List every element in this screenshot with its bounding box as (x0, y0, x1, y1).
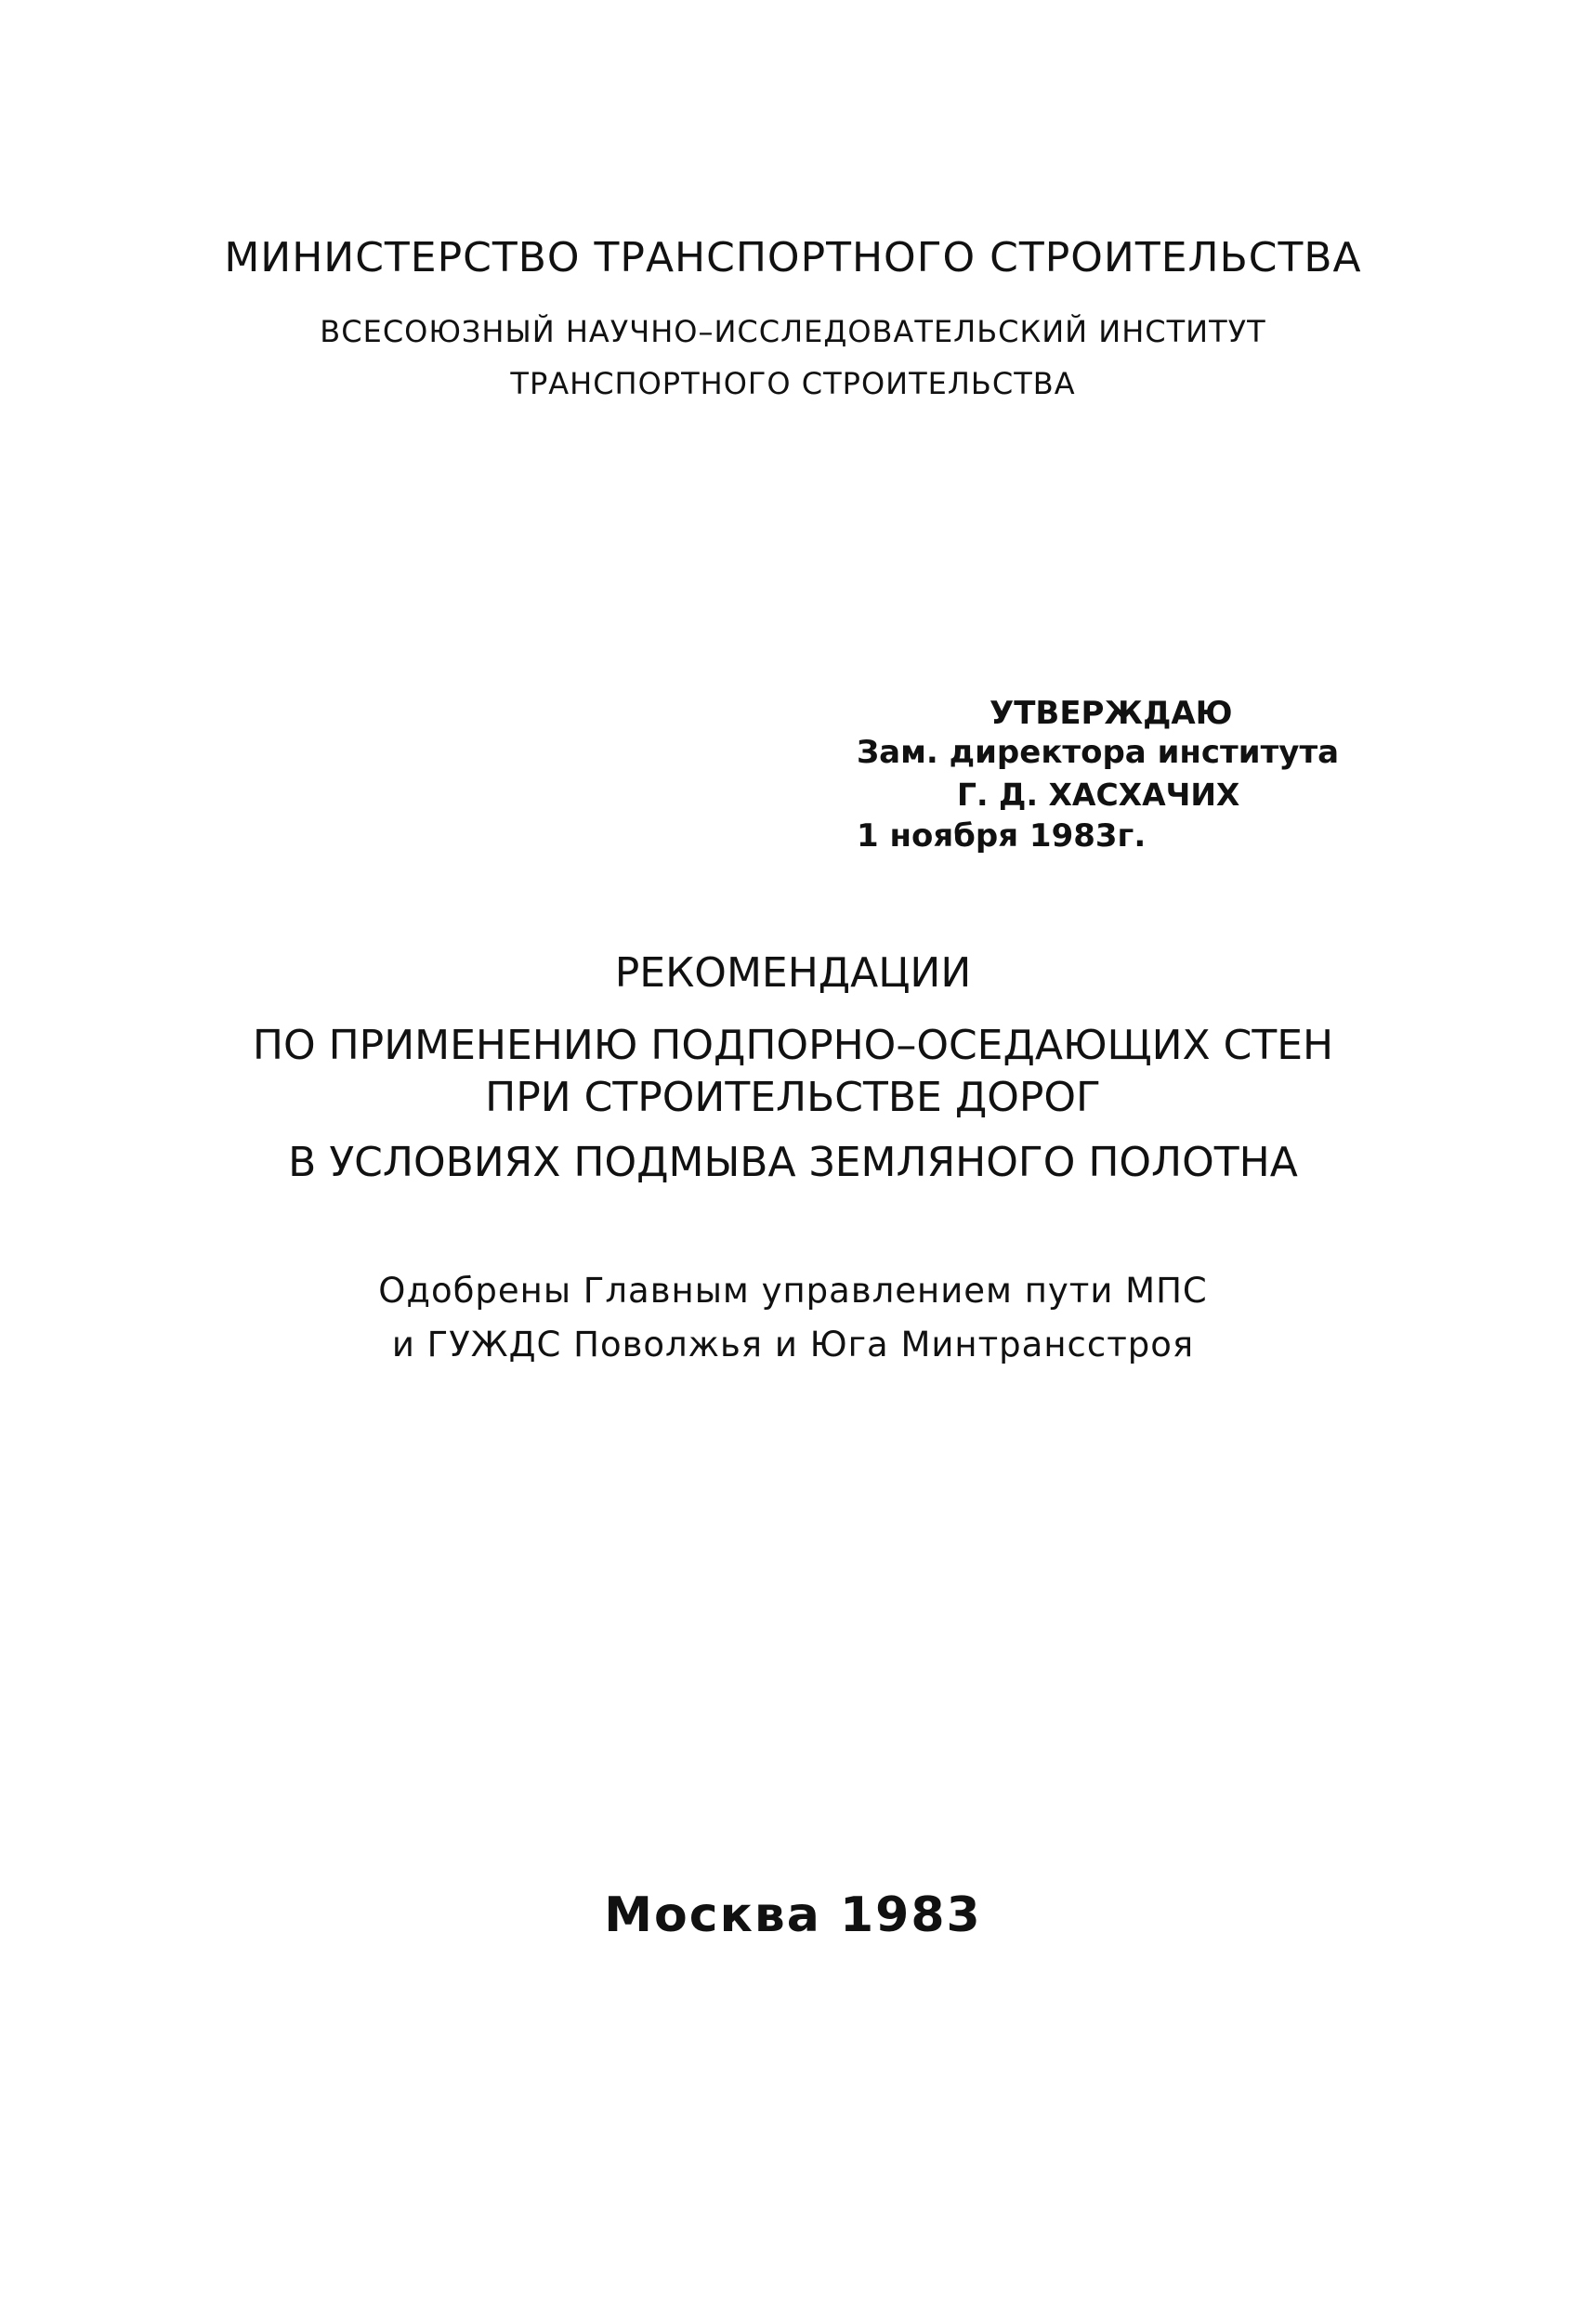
ministry-name: МИНИСТЕРСТВО ТРАНСПОРТНОГО СТРОИТЕЛЬСТВА (224, 234, 1362, 281)
approval-date: 1 ноября 1983г. (857, 817, 1147, 855)
document-title: РЕКОМЕНДАЦИИ (614, 949, 972, 997)
document-subtitle-line-2: ПРИ СТРОИТЕЛЬСТВЕ ДОРОГ (485, 1074, 1101, 1121)
document-subtitle-line-3: В УСЛОВИЯХ ПОДМЫВА ЗЕМЛЯНОГО ПОЛОТНА (288, 1139, 1298, 1186)
institute-name-line-1: ВСЕСОЮЗНЫЙ НАУЧНО–ИССЛЕДОВАТЕЛЬСКИЙ ИНСТИТУТ (320, 314, 1266, 349)
institute-name-line-2: ТРАНСПОРТНОГО СТРОИТЕЛЬСТВА (510, 366, 1076, 401)
approval-person: Г. Д. ХАСХАЧИХ (957, 777, 1240, 813)
approved-by-line-2: и ГУЖДС Поволжья и Юга Минтрансстроя (391, 1325, 1195, 1364)
approved-by-line-1: Одобрены Главным управлением пути МПС (378, 1271, 1208, 1311)
approval-word: УТВЕРЖДАЮ (990, 695, 1233, 732)
document-subtitle-line-1: ПО ПРИМЕНЕНИЮ ПОДПОРНО–ОСЕДАЮЩИХ СТЕН (252, 1022, 1334, 1069)
publication-city-year: Москва 1983 (604, 1887, 982, 1943)
approval-position: Зам. директора института (857, 734, 1340, 771)
